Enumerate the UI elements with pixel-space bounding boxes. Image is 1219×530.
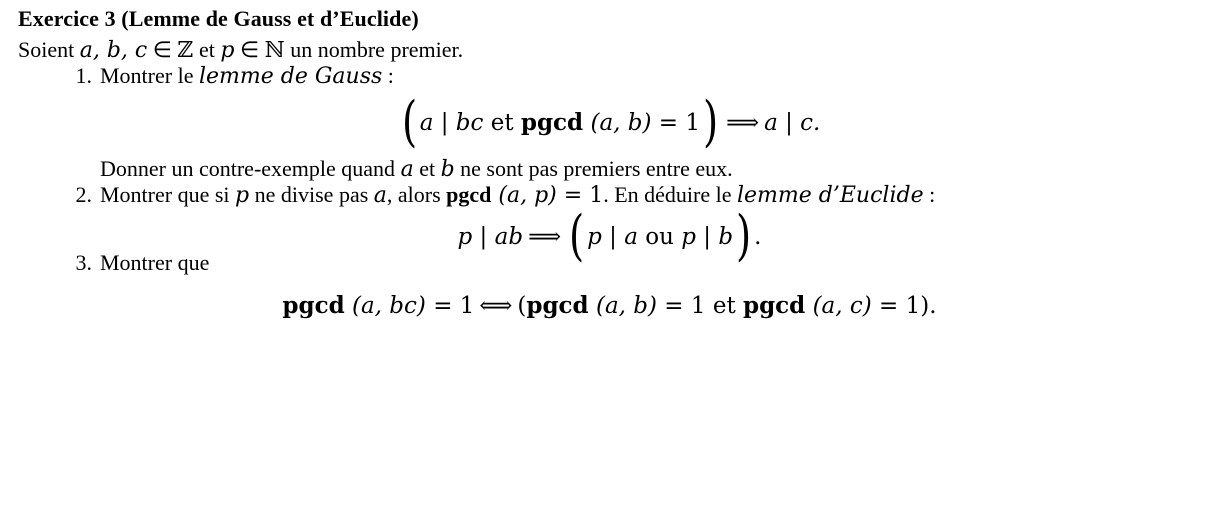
equation-gauss-concl-c: c. [800,110,821,136]
equation-gauss: ( a | bc et pgcd (a, b) = 1) ⟹ a | c. [401,90,821,153]
item-2-text-before: Montrer que si [100,182,236,207]
equation-euclide-a: a [624,224,638,250]
item-1-note [100,156,1219,182]
equation-euclide: p | ab ⟹ ( p | a ou p | b) . [457,204,762,267]
equation-gauss-divides: | [433,110,456,136]
equation-gauss-bc: bc [455,110,484,136]
implies-arrow-icon-2: ⟹ [528,224,562,250]
iff-arrow-icon: ⟺ [479,293,513,319]
list-item-1 [0,63,1219,89]
equation-3-et: et [705,293,743,319]
intro-set-z: ℤ [177,38,194,63]
item-1-note-var-b: b [440,157,455,182]
equation-euclide-p2: p [681,224,696,250]
equation-3-args-1: (a, bc) [344,293,426,319]
item-2-args: (a, p) [491,183,557,208]
equation-gauss-args: (a, b) [583,110,652,136]
equation-euclide-period: . [754,224,762,250]
intro-line [18,37,1219,63]
equation-euclide-ou: ou [637,224,682,250]
equation-3-eq-3: = 1 [871,293,921,319]
equation-euclide-p1: p [587,224,602,250]
item-1-note-var-a: a [400,157,414,182]
equation-3-eq-1: = 1 [425,293,475,319]
item-1-text-after: : [382,63,394,88]
equation-euclide-b: b [718,224,734,250]
intro-text-after: un nombre premier. [284,37,464,62]
item-2-number: 2. [75,182,92,207]
equation-3-open-paren: ( [517,293,527,319]
list-item-3 [0,250,1219,276]
equation-gauss-concl-a: a [764,110,778,136]
equation-euclide-bar: | [472,224,495,250]
intro-var-p: p [220,38,235,63]
equation-euclide-bar1: | [601,224,625,250]
intro-mid-3: ∈ [234,37,265,62]
exercise-list [0,63,1219,319]
equation-3-close-paren: ) [920,293,930,319]
item-1-note-after: ne sont pas premiers entre eux. [454,156,733,181]
equation-gauss-a: a [419,110,434,136]
equation-3-pgcd-2: pgcd [526,292,589,319]
item-2-emphasis: lemme d’Euclide [737,183,924,208]
item-2-var-a: a [373,183,387,208]
equation-pgcd-equivalence [0,292,1219,319]
item-2-var-p: p [235,183,250,208]
intro-mid-1: ∈ [147,37,178,62]
item-1-note-mid: et [413,156,441,181]
list-item-2 [0,182,1219,208]
equation-3-pgcd-3: pgcd [743,292,806,319]
intro-vars: a, b, c [79,38,148,63]
equation-euclide-ab: ab [494,224,524,250]
item-2-mid-2: , alors [386,182,447,207]
item-2-mid-1: ne divise pas [249,182,374,207]
intro-set-n: ℕ [264,38,285,63]
equation-euclide-p: p [457,224,473,250]
item-1-emphasis: lemme de Gauss [198,64,383,89]
item-1-note-before: Donner un contre-exemple quand [100,156,401,181]
equation-gauss-et: et [483,110,521,136]
equation-gauss-pgcd: pgcd [520,109,584,136]
equation-3-period: . [929,293,937,319]
item-2-mid-3: . En déduire le [603,182,737,207]
intro-text-before: Soient [18,37,80,62]
equation-3-pgcd-1: pgcd [282,292,345,319]
page-title: Exercice 3 (Lemme de Gauss et d’Euclide) [18,6,419,31]
equation-euclide-bar2: | [695,224,719,250]
document-page [0,6,1219,530]
equation-3-args-2: (a, b) [588,293,657,319]
intro-mid-2: et [193,37,221,62]
item-2-pgcd: pgcd [446,182,492,207]
implies-arrow-icon: ⟹ [726,110,760,136]
equation-gauss-concl-bar: | [777,110,801,136]
item-1-text-before: Montrer le [100,63,199,88]
equation-3-args-3: (a, c) [805,293,872,319]
item-3-number: 3. [75,250,92,275]
equation-gauss-eq: = 1 [651,110,701,136]
item-1-number: 1. [75,63,92,88]
item-3-text: Montrer que [100,250,210,275]
item-2-eq: = 1 [556,183,604,208]
item-2-text-after: : [923,182,936,207]
equation-3-eq-2: = 1 [656,293,706,319]
